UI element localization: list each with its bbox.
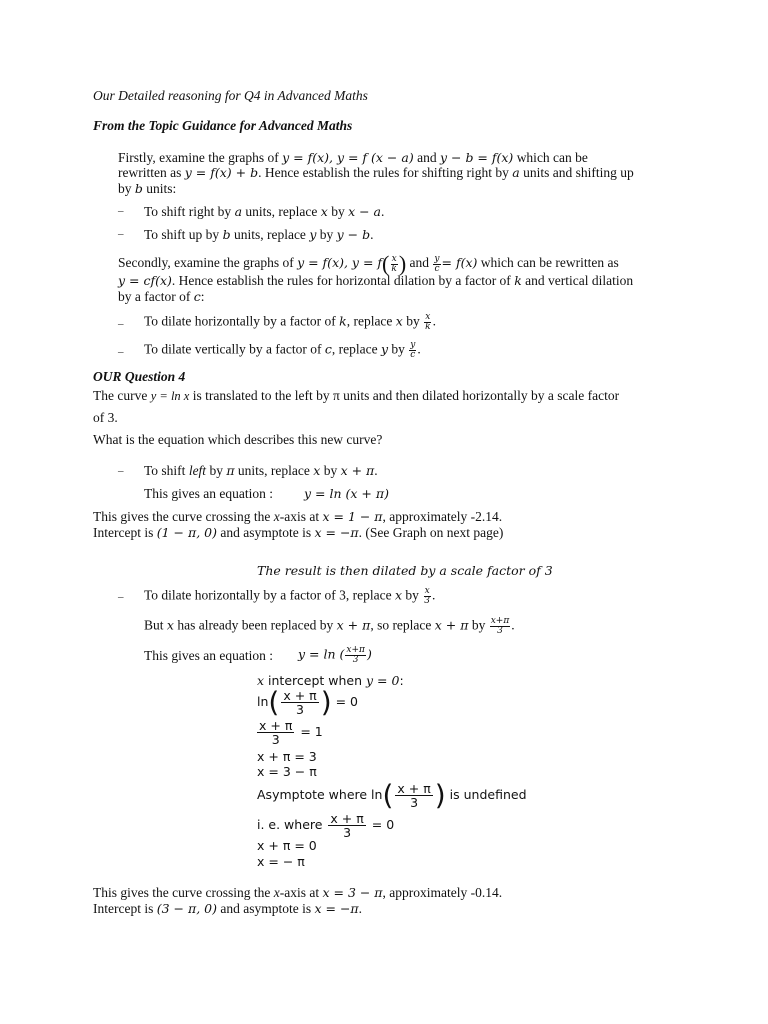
equation-after-shift-label: This gives an equation :: [144, 486, 273, 501]
conclusion-line-2: Intercept is (3 − π, 0) and asymptote is x = −π.: [93, 901, 363, 916]
working-intercept-heading: x intercept when y = 0:: [257, 673, 404, 688]
guidance-paragraph-2-line-2: y = cf(x). Hence establish the rules for horizontal dilation by a factor of k and vertical dilation: [118, 273, 634, 288]
equation-after-shift: y = ln (x + π): [304, 486, 389, 501]
rule-dilate-vertical: To dilate vertically by a factor of c, replace y by $\frac{y}{c}$ .: [144, 340, 421, 360]
bullet-dash: –: [118, 205, 124, 217]
step-dilate: To dilate horizontally by a factor of 3, replace x by $\frac{x}{3}$ .: [144, 586, 436, 606]
conclusion-line-1: This gives the curve crossing the x-axis at x = 3 − π, approximately -0.14.: [93, 885, 503, 900]
working-step-4: x = 3 − π: [257, 764, 317, 779]
rule-dilate-horizontal: To dilate horizontally by a factor of k, replace x by $\frac{x}{k}$ .: [144, 312, 436, 332]
working-step-1: ln( $\frac{x + \pi}{3}$ ) = 0: [257, 685, 359, 719]
dilation-statement: The result is then dilated by a scale factor of 3: [257, 563, 553, 578]
working-step-3: x + π = 3: [257, 749, 317, 764]
bullet-dash: –: [118, 318, 124, 330]
rule-shift-up: To shift up by b units, replace y by y − b.: [144, 227, 374, 242]
step-replace: But x has already been replaced by x + π, so replace x + π by $\frac{x+\pi}{3}$ .: [144, 616, 515, 636]
section-heading-guidance: From the Topic Guidance for Advanced Maths: [93, 118, 353, 133]
working-asymptote-step-2: x + π = 0: [257, 838, 317, 853]
bullet-dash: –: [118, 228, 124, 240]
bullet-dash: –: [118, 346, 124, 358]
question-ask: What is the equation which describes this new curve?: [93, 432, 383, 447]
working-step-2: $\frac{x + \pi}{3}$ = 1: [259, 718, 323, 747]
step-shift-left: To shift left by π units, replace x by x + π.: [144, 463, 378, 478]
working-asymptote-step-1: i. e. where $\frac{x + \pi}{3}$ = 0: [257, 811, 395, 840]
bullet-dash: –: [118, 591, 124, 603]
question-text-line-1: The curve y = ln x is translated to the left by π units and then dilated horizontally by a scale factor: [93, 388, 620, 403]
result-1-line-2: Intercept is (1 − π, 0) and asymptote is x = −π. (See Graph on next page): [93, 525, 504, 540]
question-text-line-2: of 3.: [93, 410, 118, 425]
working-asymptote-heading: Asymptote where ln( $\frac{x + \pi}{3}$ ) is undefined: [257, 778, 527, 812]
guidance-paragraph-1-line-3: by b units:: [118, 181, 177, 196]
question-heading: OUR Question 4: [93, 369, 186, 384]
equation-after-dilation: y = ln ( $\frac{x+\pi}{3}$ ): [298, 645, 372, 665]
bullet-dash: –: [118, 465, 124, 477]
rule-shift-right: To shift right by a units, replace x by x − a.: [144, 204, 385, 219]
guidance-paragraph-1-line-2: rewritten as y = f(x) + b. Hence establish the rules for shifting right by a units and shifting up: [118, 165, 634, 180]
guidance-paragraph-2-line-1: Secondly, examine the graphs of y = f(x), y = f( $\frac{x}{k}$ ) and $\frac{y}{c}$ = f(x) which can be rewritten as: [118, 251, 619, 276]
working-asymptote-step-3: x = − π: [257, 854, 305, 869]
result-1-line-1: This gives the curve crossing the x-axis at x = 1 − π, approximately -2.14.: [93, 509, 503, 524]
guidance-paragraph-1-line-1: Firstly, examine the graphs of y = f(x), y = f (x − a) and y − b = f(x) which can be: [118, 150, 588, 165]
equation-after-dilation-label: This gives an equation :: [144, 648, 273, 663]
document-title: Our Detailed reasoning for Q4 in Advanced Maths: [93, 88, 368, 103]
guidance-paragraph-2-line-3: by a factor of c:: [118, 289, 205, 304]
